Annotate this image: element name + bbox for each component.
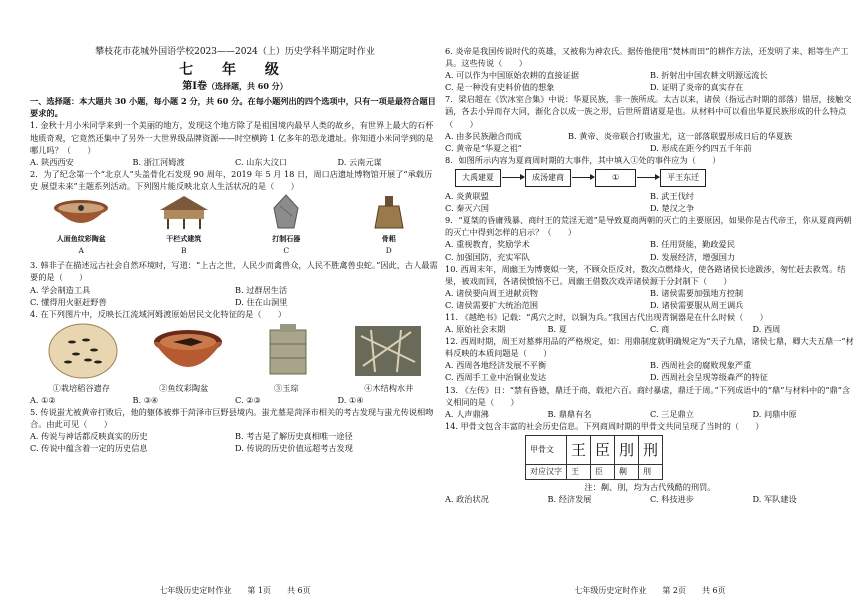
option: A. 传说与神话都反映真实的历史 <box>30 431 148 442</box>
option: B. 任用贤能，勤政爱民 <box>650 239 735 250</box>
volume-label: 第Ⅰ卷 <box>182 81 207 93</box>
dynasty-timeline <box>455 169 855 187</box>
question-4: 4. 在下列图片中，反映长江流域河姆渡原始居民文化特征的是（ ） <box>30 308 287 319</box>
option: C. 是一种没有史料价值的想象 <box>445 82 555 93</box>
question-14-options <box>445 493 855 505</box>
option: D. ①④ <box>337 394 364 405</box>
table-note: 注：劓、刖，均为古代残酷的刑罚。 <box>584 482 716 492</box>
option: B. 武王伐纣 <box>650 191 694 202</box>
option: B. ③④ <box>132 394 159 405</box>
option: D. 云南元谋 <box>337 156 382 167</box>
fish-pattern-basin-image <box>151 322 225 380</box>
option: B. 西周社会的腐败现象严重 <box>650 360 752 371</box>
arrow-icon <box>502 177 524 178</box>
question-3: 3. 韩非子在描述远古社会自然环境时，写道：“上古之世，人民少而禽兽众，人民不胜禽兽虫蛇。”因此，古人最需要的是（ ） <box>30 260 438 283</box>
question-5-options <box>30 430 440 454</box>
option: C. 传说中蕴含着一定的历史信息 <box>30 443 148 454</box>
table-cell: 劓 <box>615 464 639 479</box>
question-4-captions <box>30 382 440 394</box>
table-header: 对应汉字 <box>526 464 567 479</box>
question-12: 12. 西周时期，周王对墓葬用品的严格规定，如：用鼎制度就明确规定为“天子九鼎，诸侯七鼎，卿大夫五鼎一”材料反映的本质问题是（ ） <box>445 336 854 359</box>
image-bone-spade <box>349 194 429 257</box>
question-9: 9．“夏桀的昏庸残暴、商纣王的荒淫无道”是导致夏商两朝的灭亡的主要原因，如果你是古代帝王，你从夏商两朝的灭亡中得到怎样的启示？（ ） <box>445 215 852 238</box>
option: C. 秦灭六国 <box>445 203 489 214</box>
option: A. 可以作为中国原始农耕的直接证据 <box>445 70 579 81</box>
option: C. ②③ <box>235 394 261 405</box>
question-5: 5. 传说蚩尤被黄帝打败后，他的躯体被葬于菏泽市巨野县境内。蚩尤墓是菏泽市相关的考古发现与蚩尤传说相吻合。由此可见（ ） <box>30 406 434 430</box>
chipped-stone-tool-image <box>256 194 316 230</box>
page-footer: 七年级历史定时作业 第 2页 共 6页 <box>574 585 726 595</box>
option: A. 西周各地经济发展不平衡 <box>445 360 547 371</box>
question-10: 10. 西周末年，周幽王为博褒姒一笑，不顾众臣反对，数次点燃烽火，使各路诸侯长途跋涉，匆忙赶去救驾。结果，被戏而回，各诸侯愤恼不已。周幽王借数次戏弄诸侯源于分封制下（ ） <box>445 263 846 286</box>
page-left <box>30 0 440 607</box>
table-header: 甲骨文 <box>526 435 567 464</box>
image-letter: B <box>180 246 187 256</box>
option: C. 懂得用火驱赶野兽 <box>30 296 107 307</box>
wooden-well-image <box>351 322 425 380</box>
image-caption: ③玉琮 <box>273 382 299 393</box>
option: C. 加强国防，充实军队 <box>445 251 530 262</box>
option: A. 炎黄联盟 <box>445 191 489 202</box>
table-row <box>526 435 663 464</box>
question-4-images <box>30 322 440 380</box>
option: A. 陕西西安 <box>30 156 74 167</box>
oracle-glyph: 王 <box>567 435 591 464</box>
question-7: 7．梁启超在《饮冰室合集》中说：华夏民族，非一族所成。太古以来，诸侯（指远古时期的部落）错居，接触交涵，各去小异而存大同，渐化合以成一族之形，后世所谓诸夏是也。从材料中可以看出华夏民族形成的什么特点（ ） <box>445 94 852 129</box>
timeline-blank: ① <box>595 169 636 187</box>
option: D. 诸侯需要服从周王调兵 <box>650 299 744 310</box>
option: C. 西周手工业中治铜业发达 <box>445 372 547 383</box>
option: A. 学会制造工具 <box>30 284 91 295</box>
option: B. 过群居生活 <box>235 284 288 295</box>
option: B. 诸侯需要加强地方控制 <box>650 287 744 298</box>
arrow-icon <box>637 177 659 178</box>
option: A. ①② <box>30 394 56 405</box>
option: D. 楚汉之争 <box>650 203 695 214</box>
option: B. 鼎鼎有名 <box>547 408 592 419</box>
question-11: 11. 《越绝书》记载：“禹穴之时，以铜为兵。”我国古代出现青铜器是在什么时候（ ） <box>445 311 768 322</box>
question-10-options <box>445 287 855 311</box>
option: C. 山东大汶口 <box>235 156 288 167</box>
question-1: 1. 金秋十月小米同学来到一个美丽的地方，发现这个地方除了是祖国境内最早人类的故乡，有世界上最大的石杯地质奇观，它竟然还集中了另外一大世界级品牌资源——时空横跨 1 亿多年的恐龙遗址。你知道小米同学到的是哪儿吗？（ ） <box>30 120 434 155</box>
arrow-icon <box>572 177 594 178</box>
option: A. 诸侯要向周王进献贡物 <box>445 287 538 298</box>
question-13: 13. 《左传》日：“禁有昏德，鼎迁于商，载祀六百。商纣暴虐，鼎迁于周。”下列成语中的“鼎”与材料中的“鼎”含义相同的是（ ） <box>445 384 851 407</box>
question-8: 8．如图所示内容为夏商周时期的大事件，其中填入①处的事件应为（ ） <box>445 154 721 165</box>
volume-note: （选择题，共 60 分） <box>206 81 288 92</box>
option: D. 发展经济，增强国力 <box>650 251 736 262</box>
question-12-options <box>445 359 855 383</box>
option: D. 传说的历史价值远超考古发现 <box>235 443 353 454</box>
oracle-glyph: 刖 <box>615 435 639 464</box>
question-2: 2．为了纪念第一个“北京人”头盖骨化石发现 90 周年，2019 年 5 月 18 日，周口店遗址博物馆开展了“承载历史 展望未来”主题系列活动。下列图片能反映北京人生活状况的是（ ） <box>30 168 433 191</box>
question-9-options <box>445 238 855 262</box>
option: A. 重视教育，奖励学术 <box>445 239 530 250</box>
question-1-options <box>30 156 440 168</box>
question-6: 6. 炎帝是我国传说时代的英雄，又被称为神农氏。据传他使用“焚林而田”的耕作方法，还发明了来、耜等生产工具。这些传说（ ） <box>445 46 849 69</box>
option: D. 西周社会呈现等级森严的特征 <box>650 372 768 383</box>
stilt-house-image <box>154 194 214 230</box>
option: C. 诸侯需要扩大统治范围 <box>445 299 539 310</box>
oracle-glyph: 刑 <box>639 435 663 464</box>
option: D. 西周 <box>752 324 781 335</box>
question-6-options <box>445 69 855 93</box>
image-letter: C <box>283 246 290 256</box>
option: A. 由多民族融合而成 <box>445 130 522 141</box>
option: B. 夏 <box>547 324 567 335</box>
option: C. 三足鼎立 <box>650 408 694 419</box>
image-letter: D <box>385 246 392 256</box>
option: B. 折射出中国农耕文明源远流长 <box>650 70 768 81</box>
option: B. 浙江河姆渡 <box>132 156 185 167</box>
volume-title <box>30 80 440 93</box>
image-caption: 骨耜 <box>381 234 396 244</box>
table-row <box>526 464 663 479</box>
section-instructions: 一、选择题：本大题共 30 小题，每小题 2 分，共 60 分。在每小题列出的四个选项中，只有一项是最符合题目要求的。 <box>30 96 436 119</box>
option: C. 科技进步 <box>650 494 694 505</box>
image-caption: ④木结构水井 <box>364 382 414 393</box>
table-cell: 臣 <box>591 464 615 479</box>
question-11-options <box>445 323 855 335</box>
oracle-glyph: 臣 <box>591 435 615 464</box>
question-8-options <box>445 190 855 214</box>
option: A. 政治状况 <box>445 494 489 505</box>
table-cell: 王 <box>567 464 591 479</box>
grade-title: 七 年 级 <box>179 62 291 79</box>
option: B. 考古是了解历史真相唯一途径 <box>235 431 353 442</box>
option: D. 证明了炎帝的真实存在 <box>650 82 744 93</box>
option: A. 人声鼎沸 <box>445 408 489 419</box>
exam-header: 攀枝花市花城外国语学校2023——2024（上）历史学科半期定时作业 <box>95 47 375 57</box>
image-caption: 人面鱼纹彩陶盆 <box>56 234 106 244</box>
option: C. 商 <box>650 324 670 335</box>
page-right <box>445 0 855 607</box>
page-footer: 七年级历史定时作业 第 1页 共 6页 <box>159 585 311 595</box>
option: A. 原始社会末期 <box>445 324 506 335</box>
image-pottery-basin <box>41 194 121 257</box>
question-2-images <box>30 194 440 257</box>
image-caption: 打制石器 <box>272 234 301 244</box>
painted-pottery-basin-image <box>51 194 111 230</box>
image-stilt-house <box>144 194 224 257</box>
timeline-event: 平王东迁 <box>660 169 706 187</box>
question-3-options <box>30 284 440 308</box>
timeline-event: 成汤建商 <box>525 169 571 187</box>
image-letter: A <box>78 246 84 256</box>
question-14: 14. 甲骨文包含丰富的社会历史信息。下列商周时期的甲骨文共同呈现了当时的（ ） <box>445 420 764 431</box>
question-7-options <box>445 130 855 154</box>
option: D. 问鼎中原 <box>752 408 797 419</box>
image-caption: ①栽培稻谷遗存 <box>52 382 110 393</box>
question-4-options <box>30 394 440 406</box>
option: D. 住在山洞里 <box>235 296 288 307</box>
option: D. 军队建设 <box>752 494 797 505</box>
image-stone-tool <box>246 194 326 257</box>
question-13-options <box>445 408 855 420</box>
option: B. 经济发展 <box>547 494 592 505</box>
timeline-event: 大禹建夏 <box>455 169 501 187</box>
image-caption: 干栏式建筑 <box>166 234 202 244</box>
table-cell: 刖 <box>639 464 663 479</box>
jade-cong-image <box>256 322 320 380</box>
bone-spade-image <box>359 194 419 230</box>
option: D. 形成在距今约四五千年前 <box>650 142 752 153</box>
option: C. 黄帝是“华夏之祖” <box>445 142 522 153</box>
image-caption: ②鱼纹彩陶盆 <box>159 382 209 393</box>
oracle-bone-table <box>525 435 663 480</box>
option: B. 黄帝、炎帝联合打败蚩尤，这一部落联盟形成日后的华夏族 <box>568 130 793 141</box>
rice-remains-image <box>46 322 120 380</box>
